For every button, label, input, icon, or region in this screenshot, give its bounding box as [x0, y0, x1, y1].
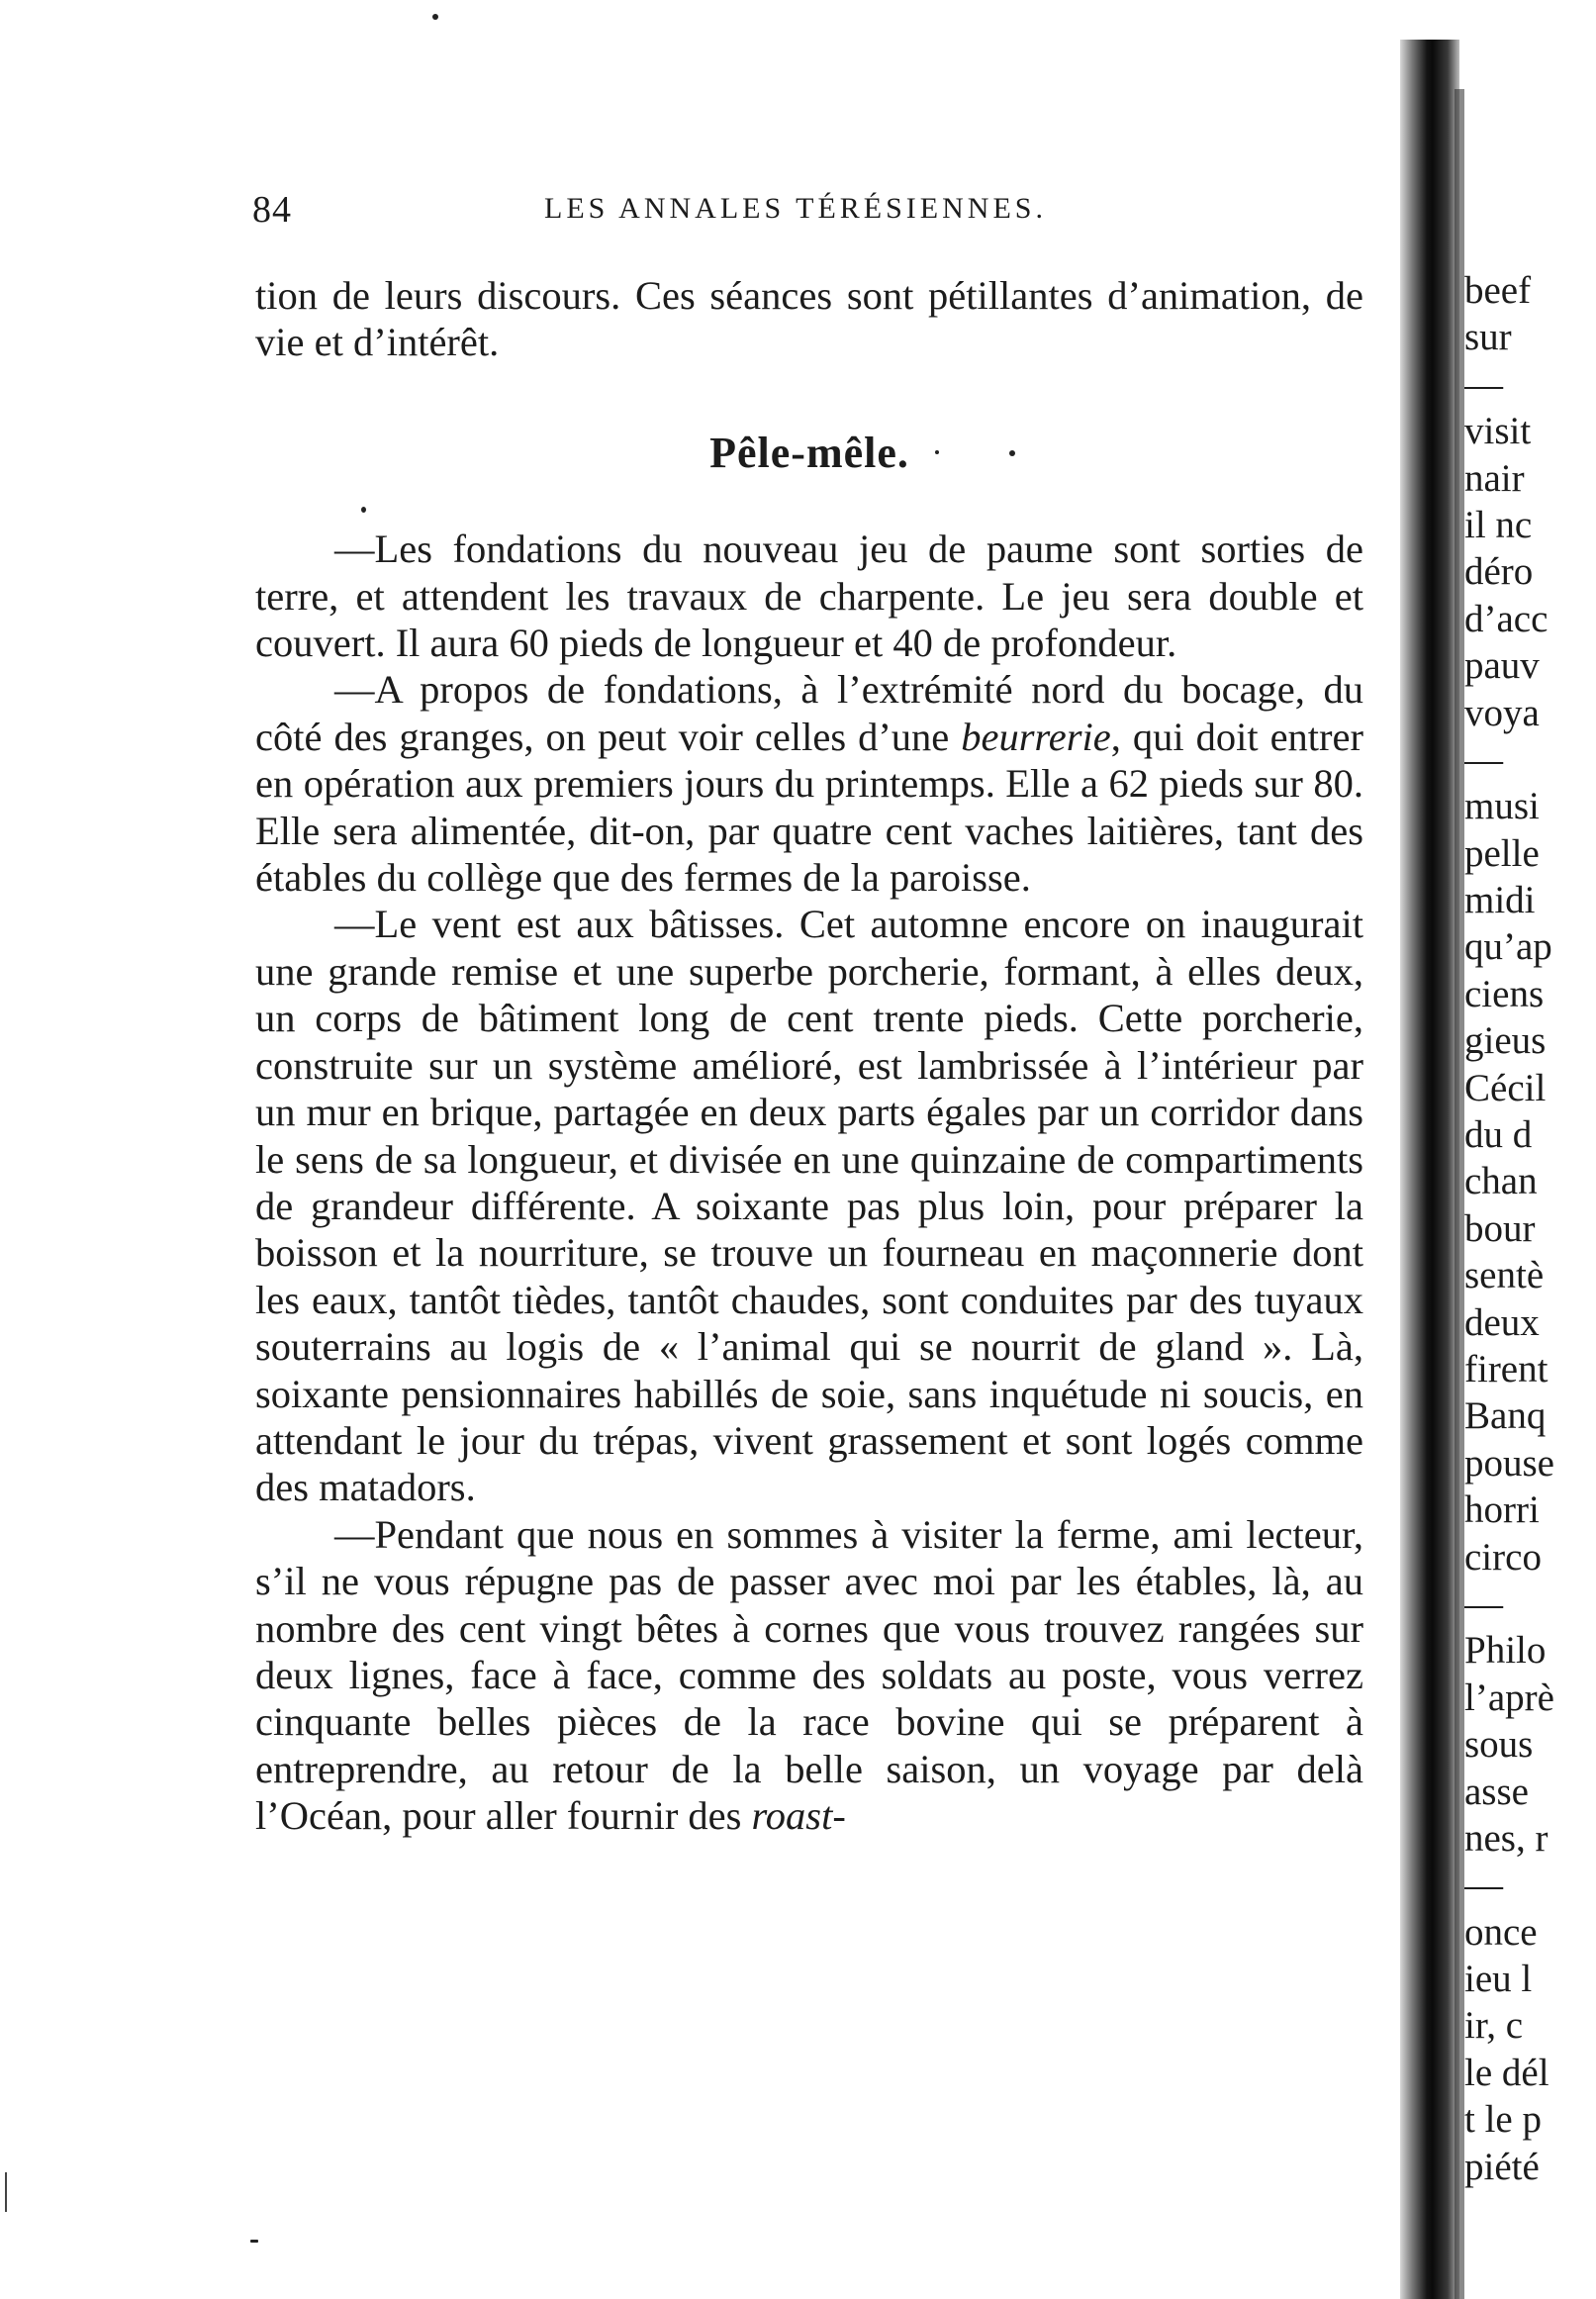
next-page-line: midi	[1464, 879, 1536, 922]
next-page-line: gieus	[1464, 1019, 1547, 1063]
paragraph-beurrerie	[255, 666, 1363, 901]
paragraph-beurrerie-text-2: , qui doit entrer en opération aux premiers jours du printemps. Elle a 62 pieds sur 80. Elle sera alimentée, dit-on, par quatre cent vaches laitières, tant des étables du collège que des fermes de la paroisse.	[255, 714, 1363, 901]
paragraph-beurrerie-text-1: —A propos de fondations, à l’extrémité nord du bocage, du côté des granges, on peut voir celles d’une	[255, 667, 1363, 759]
next-page-line: —	[1464, 1581, 1503, 1625]
next-page-line: nes, r	[1464, 1816, 1549, 1860]
next-page-line: ieu l	[1464, 1958, 1533, 2001]
running-title: LES ANNALES TÉRÉSIENNES.	[544, 192, 1047, 225]
next-page-line: beef	[1464, 269, 1532, 312]
next-page-line: ir, c	[1464, 2004, 1524, 2048]
text-column	[255, 272, 1363, 1840]
margin-mark	[5, 2172, 7, 2212]
gutter-shadow	[1455, 89, 1464, 2299]
next-page-line: horri	[1464, 1488, 1540, 1532]
italic-beurrerie: beurrerie	[961, 714, 1111, 759]
next-page-line: musi	[1464, 785, 1540, 828]
next-page-line: voya	[1464, 691, 1540, 734]
next-page-line: —	[1464, 362, 1503, 406]
next-page-line: pauv	[1464, 644, 1540, 688]
next-page-line: ciens	[1464, 972, 1545, 1015]
paragraph-etables	[255, 1511, 1363, 1840]
next-page-line: déro	[1464, 550, 1534, 594]
next-page-line: firent	[1464, 1347, 1549, 1390]
next-page-line: pelle	[1464, 831, 1540, 875]
italic-roast: roast-	[751, 1793, 846, 1839]
next-page-line: bour	[1464, 1206, 1536, 1250]
next-page-line: —	[1464, 737, 1503, 781]
print-speck	[361, 507, 366, 513]
next-page-line: once	[1464, 1910, 1538, 1954]
paragraph-etables-text: —Pendant que nous en sommes à visiter la ferme, ami lecteur, s’il ne vous répugne pas de passer avec moi par les étables, là, au nombre des cent vingt bêtes à cornes que vous trouvez rangées sur deux lignes, face à face, comme des soldats au poste, vous verrez cinquante belles pièces de la race bovine qui se préparent à entreprendre, au retour de la belle saison, un voyage par delà l’Océan, pour aller fournir des	[255, 1511, 1363, 1839]
book-gutter	[1400, 40, 1459, 2299]
next-page-line: deux	[1464, 1300, 1540, 1344]
next-page-line: du d	[1464, 1113, 1533, 1157]
paragraph-porcherie: —Le vent est aux bâtisses. Cet automne encore on inaugurait une grande remise et une superbe porcherie, formant, à elles deux, un corps de bâtiment long de cent trente pieds. Cette porcherie, construite sur un système amélioré, est lambrissée à l’intérieur par un mur en brique, partagée en deux parts égales par un corridor dans le sens de sa longueur, et divisée en une quinzaine de compartiments de grandeur différente. A soixante pas plus loin, pour préparer la boisson et la nourriture, se trouve un fourneau en maçonnerie dont les eaux, tantôt tièdes, tantôt chaudes, sont conduites par des tuyaux souterrains au logis de « l’animal qui se nourrit de gland ». Là, soixante pensionnaires habillés de soie, sans inquétude ni soucis, en attendant le jour du trépas, vivent grassement et sont logés comme des matadors.	[255, 902, 1363, 1510]
next-page-line: visit	[1464, 410, 1532, 453]
next-page-line: chan	[1464, 1160, 1538, 1203]
next-page-line: sentè	[1464, 1254, 1545, 1297]
next-page-line: Cécil	[1464, 1066, 1547, 1109]
next-page-line: piété	[1464, 2145, 1540, 2188]
next-page-line: Banq	[1464, 1394, 1547, 1438]
next-page-line: Philo	[1464, 1629, 1547, 1673]
next-page-line: il nc	[1464, 503, 1533, 546]
intro-paragraph: tion de leurs discours. Ces séances sont pétillantes d’animation, de vie et d’intérêt.	[255, 273, 1363, 365]
next-page-line: —	[1464, 1864, 1503, 1907]
next-page-line: nair	[1464, 456, 1525, 500]
next-page-line: circo	[1464, 1535, 1542, 1579]
next-page-line: sous	[1464, 1723, 1534, 1767]
next-page-line: qu’ap	[1464, 925, 1552, 969]
print-speck	[935, 450, 939, 454]
paragraph-jeu-de-paume: —Les fondations du nouveau jeu de paume sont sorties de terre, et attendent les travaux de charpente. Le jeu sera double et couvert. Il aura 60 pieds de longueur et 40 de profondeur.	[255, 527, 1363, 666]
print-speck	[1009, 450, 1015, 456]
next-page-line: asse	[1464, 1770, 1529, 1813]
page-number: 84	[252, 189, 292, 231]
next-page-line: pouse	[1464, 1441, 1554, 1485]
section-title: Pêle-mêle.	[709, 428, 909, 477]
next-page-line: le dél	[1464, 2051, 1549, 2094]
print-speck	[432, 14, 438, 20]
running-head	[252, 188, 1385, 238]
next-page-line: l’aprè	[1464, 1676, 1554, 1719]
next-page-line: t le p	[1464, 2098, 1542, 2142]
next-page-line: d’acc	[1464, 597, 1549, 640]
print-speck	[250, 2240, 258, 2243]
next-page-line: sur	[1464, 316, 1512, 359]
next-page-fragment	[1464, 267, 1596, 2237]
